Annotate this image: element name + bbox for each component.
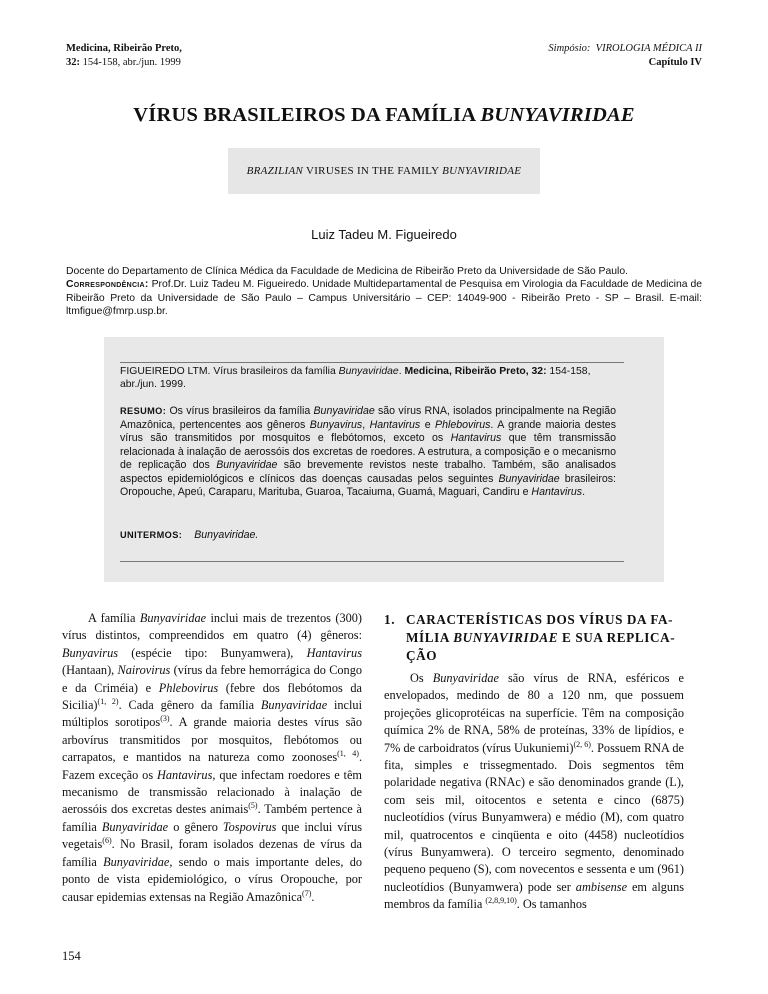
body-term: Hantavirus — [306, 645, 362, 660]
symposium-label: Simpósio: — [548, 43, 591, 54]
body-text: . Fazem exceção os — [62, 750, 363, 782]
body-term: Nairovirus — [117, 663, 171, 678]
citation-ref: (6) — [102, 836, 112, 846]
resumo-term: Bunyaviridae — [498, 472, 560, 485]
left-column-paragraph — [62, 610, 362, 906]
body-text: Os — [410, 671, 433, 685]
citation-ref: (2, 6) — [573, 739, 591, 749]
body-text: . Cada gênero da família — [118, 698, 261, 713]
title-text: VÍRUS BRASILEIROS DA FAMÍLIA — [133, 104, 481, 126]
citation: FIGUEIREDO LTM. Vírus brasileiros da família Bunyaviridae. Medicina, Ribeirão Preto, 32: 154-158, abr./jun. 1999. — [120, 366, 591, 391]
body-text: , sendo o mais importante deles, do ponto de vista epidemiológico, o vírus Oropouche, por causar epidemias extensas na Região Amazônica — [62, 854, 362, 904]
body-text: A família — [88, 611, 140, 625]
resumo — [120, 405, 616, 500]
english-title — [228, 165, 540, 177]
body-text: em alguns membros da família — [384, 879, 685, 912]
resumo-term: Bunyavirus — [309, 418, 363, 431]
abstract-bottom-rule — [120, 561, 624, 562]
body-text: o gênero — [168, 819, 223, 834]
body-text: (Hantaan), — [62, 663, 118, 678]
title-family-name: BUNYAVIRIDAE — [480, 104, 635, 126]
body-text: . A grande maioria destes vírus são arbovírus transmitidos por mosquitos, flebótomos ou carrapatos, e mantidos na natureza como zoonoses — [62, 715, 362, 765]
citation-ref: (7) — [302, 888, 312, 898]
body-term: Bunyaviridae — [432, 671, 499, 685]
body-term: Bunyaviridae — [139, 611, 207, 625]
resumo-term: Hantavirus — [450, 432, 502, 444]
body-term: ambisense — [575, 879, 628, 894]
correspondence — [66, 278, 702, 318]
correspondence-text: Prof.Dr. Luiz Tadeu M. Figueiredo. Unidade Multidepartamental de Pesquisa em Virologia da Faculdade de Medicina de Ribeirão Preto da Universidade de São Paulo – Campus Universitário – CEP: 14049-900 - Ribeirão Preto - SP – Brasil. E-mail: ltmfigue@fmrp.usp.br. — [66, 279, 702, 318]
resumo-text: e — [420, 418, 436, 431]
section-heading-term: BUNYAVIRIDAE — [453, 630, 559, 645]
resumo-text: Os vírus brasileiros da família — [166, 405, 314, 417]
section-heading-text: E SUA REPLICA- — [558, 630, 676, 645]
chapter-label: Capítulo IV — [648, 57, 702, 68]
journal-volume: 32: — [66, 57, 80, 68]
symposium-name: VIROLOGIA MÉDICA II — [595, 43, 702, 54]
section-heading-text: CARACTERÍSTICAS DOS VÍRUS DA FA- — [406, 612, 674, 627]
body-text: são vírus de RNA, esféricos e envelopados, medindo de 80 a 120 nm, que possuem projeções glicoprotéicas na superfície. Têm na composição química 2% de RNA, 58% de proteínas, 33% de lipídios, e 7% de carboidratos (vírus Uukuniemi) — [384, 671, 684, 755]
resumo-text: . A grande maioria destes vírus são transmitidos por mosquitos e flebótomos, exceto os — [120, 418, 616, 444]
body-term: Bunyavirus — [62, 645, 119, 660]
correspondence-label: Correspondência: — [66, 279, 149, 291]
section-heading-text: ÇÃO — [406, 648, 438, 663]
article-title — [0, 104, 768, 127]
citation-ref: (1, 2) — [97, 697, 119, 707]
body-text: (vírus da febre hemorrágica do Congo e da Criméia) e — [62, 663, 362, 695]
english-title-box — [228, 148, 540, 194]
resumo-text: . — [582, 486, 586, 498]
affiliation-block — [66, 265, 702, 319]
citation-family: Bunyaviridae — [338, 366, 399, 377]
journal-name: Medicina, Ribeirão Preto, — [66, 43, 182, 54]
section-heading — [384, 611, 684, 665]
resumo-term: Hantavirus — [369, 418, 421, 431]
body-text: . Os tamanhos — [516, 897, 587, 912]
body-text: inclui mais de trezentos (300) vírus distintos, compreendidos em quatro (4) gêneros: — [62, 611, 362, 643]
body-text: . — [311, 889, 315, 904]
resumo-text: são vírus RNA, isolados principalmente na Região Amazônica, pertencentes aos gêneros — [120, 405, 616, 431]
english-title-part: BUNYAVIRIDAE — [442, 165, 522, 177]
body-text: (espécie tipo: Bunyamwera), — [118, 645, 307, 660]
citation-pages: 154-158, abr./jun. 1999. — [120, 366, 591, 391]
journal-pages-date: 154-158, abr./jun. 1999 — [80, 57, 181, 68]
author-name: Luiz Tadeu M. Figueiredo — [311, 227, 457, 242]
english-title-part: BRAZILIAN — [246, 165, 304, 177]
resumo-term: Hantavirus — [531, 486, 583, 498]
resumo-term: Phlebovirus — [435, 418, 491, 431]
body-text: , que infectam roedores e têm mecanismo de transmissão relacionado à inalação de aerossóis dos excretas destes animais — [62, 767, 362, 817]
resumo-label: RESUMO: — [120, 406, 167, 416]
body-text: . Possuem RNA de fita, simples e trissegmentado. Dois segmentos têm polaridade negativa (RNAc) e são denominados grande (L), com seis mil, oitocentos e setenta e cinco (6875) nucleotídios (vírus Bunyamwera) e médio (M), com quatro mil, quatrocentos e cinqüenta e oito (4458) nucleotídios (vírus Bunyamwera). O terceiro segmento, denominado pequeno pequeno (S), com novecentos e sessenta e um (961) nucleotídios (Bunyamwera) pode ser — [384, 740, 685, 894]
page-number: 154 — [62, 949, 81, 963]
body-text: . Também pertence à família — [62, 802, 362, 834]
body-text: (febre dos flebótomos da Sicilia) — [62, 680, 363, 713]
resumo-text: , — [362, 418, 370, 431]
body-term: Tospovirus — [222, 819, 277, 834]
citation-ref: (5) — [248, 801, 258, 811]
body-term: Bunyaviridae — [103, 854, 170, 869]
abstract-top-rule — [120, 362, 624, 363]
resumo-text: que têm transmissão relacionada à inalação de aerossóis dos excretas de roedores. A estrutura, a composição e o mecanismo de replicação dos — [120, 432, 616, 471]
citation-ref: (3) — [160, 714, 170, 724]
citation-journal: Medicina, Ribeirão Preto, 32: — [401, 366, 547, 377]
keywords — [120, 529, 258, 541]
body-term: Hantavirus — [157, 767, 213, 782]
abstract-box — [104, 337, 664, 582]
body-term: Bunyaviridae — [101, 819, 169, 834]
resumo-text: são brevemente revistos neste trabalho. Também, são analisados aspectos epidemiológicos e clínicos das doenças causadas pelos seguintes — [120, 459, 616, 485]
keywords-label: UNITERMOS: — [120, 530, 183, 540]
citation-author: FIGUEIREDO LTM. Vírus brasileiros da família — [120, 366, 339, 377]
keywords-value: Bunyaviridae. — [194, 529, 259, 541]
resumo-term: Bunyaviridae — [216, 459, 278, 471]
body-text: . No Brasil, foram isolados dezenas de vírus da família — [62, 837, 362, 869]
citation-ref: (2,8,9,10) — [485, 896, 517, 906]
body-term: Bunyaviridae — [260, 698, 328, 713]
affiliation-text: Docente do Departamento de Clínica Médica da Faculdade de Medicina de Ribeirão Preto da Universidade de São Paulo. — [66, 266, 629, 277]
body-text: inclui múltiplos sorotipos — [62, 698, 362, 730]
running-header-section — [548, 42, 702, 70]
resumo-term: Bunyaviridae — [313, 405, 375, 417]
citation-ref: (1, 4) — [337, 749, 359, 759]
right-column-paragraph — [384, 670, 684, 914]
body-term: Phlebovirus — [158, 680, 219, 695]
section-number: 1. — [384, 612, 396, 627]
running-header-journal — [66, 42, 182, 70]
resumo-text: brasileiros: Oropouche, Apeú, Caraparu, Marituba, Guaroa, Tacaiuma, Guamá, Maguari, Candiru e — [120, 472, 617, 498]
english-title-part: VIRUSES IN THE FAMILY — [303, 165, 443, 177]
body-text: que inclui vírus vegetais — [62, 819, 362, 852]
section-heading-text: MÍLIA — [406, 630, 454, 645]
